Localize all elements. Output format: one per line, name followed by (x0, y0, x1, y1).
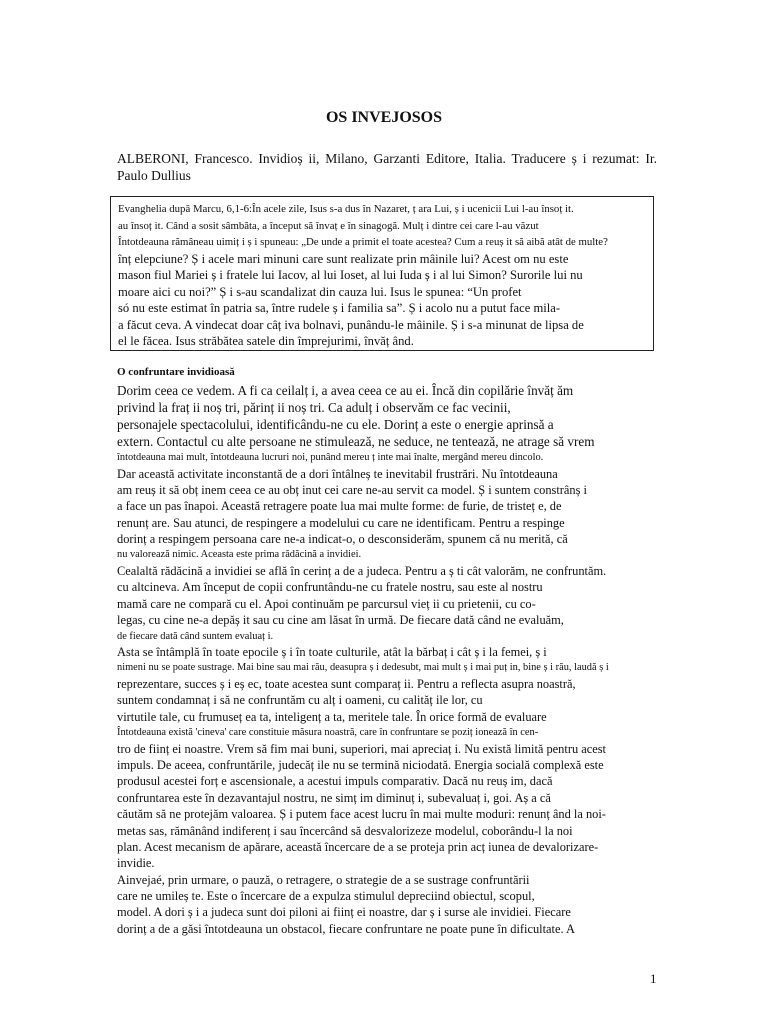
body-line: confruntarea este în dezavantajul nostru, ne simț im diminuț i, subevaluaț i, goi. Aș a că (117, 790, 551, 805)
gospel-quote-box (110, 196, 654, 351)
body-line: tro de ființ ei noastre. Vrem să fim mai buni, superiori, mai apreciaț i. Nu există limită pentru acest (117, 741, 606, 756)
body-line: impuls. De aceea, confruntările, judecăț ile nu se termină niciodată. Energia socială complexă este (117, 757, 604, 772)
body-line: produsul acestei forț e ascensionale, a acestui impuls comparativ. Dacă nu reuș im, dacă (117, 774, 553, 789)
gospel-line: Întotdeauna rămâneau uimiț i ș i spuneau: „De unde a primit el toate acestea? Cum a reuș it să aibă atât de multe? (118, 236, 608, 248)
body-line: dorinț a de a găsi întotdeauna un obstacol, fiecare confruntare ne poate pune în dificultate. A (117, 921, 575, 936)
section-heading: O confruntare invidioasă (117, 366, 235, 378)
body-line: extern. Contactul cu alte persoane ne stimulează, ne seduce, ne tentează, ne atrage să vrem (117, 434, 595, 449)
body-line: căutăm să ne protejăm valoarea. Ș i putem face acest lucru în mai multe moduri: renunț ând la noi- (117, 807, 606, 822)
body-line: întotdeauna mai mult, întotdeauna lucruri noi, punând mereu ț inte mai înalte, mergând mereu dincolo. (117, 452, 544, 463)
body-line: plan. Acest mecanism de apărare, această încercare de a se proteja prin acț iunea de devalorizare- (117, 839, 599, 854)
body-line: de fiecare dată când suntem evaluaț i. (117, 630, 274, 642)
gospel-line: au însoț it. Când a sosit sâmbăta, a început să învaț e în sinagogă. Mulț i dintre cei care l-au văzut (118, 219, 539, 232)
body-line: care ne umileș te. Este o încercare de a expulza stimulul depreciind obiectul, scopul, (117, 889, 535, 904)
gospel-line: a făcut ceva. A vindecat doar câț iva bolnavi, punându-le mâinile. Ș i s-a minunat de lipsa de (118, 317, 584, 332)
body-line: a face un pas înapoi. Această retragere poate lua mai multe forme: de furie, de tristeț e, de (117, 499, 562, 514)
body-line: reprezentare, succes ș i eș ec, toate acestea sunt comparaț ii. Pentru a reflecta asupra noastră, (117, 676, 576, 691)
body-line: am reuș it să obț inem ceea ce au obț inut cei care ne-au servit ca model. Ș i suntem constrânș i (117, 482, 587, 497)
body-line: invidie. (117, 856, 155, 871)
gospel-line: só nu este estimat în patria sa, între rudele ș i familia sa”. Ș i acolo nu a putut face mila- (118, 301, 561, 315)
page-number: 1 (650, 971, 657, 986)
body-line: personajele spectacolului, identificându-ne cu ele. Dorinț a este o energie aprinsă a (117, 417, 554, 432)
body-text (117, 382, 657, 937)
gospel-line: Evanghelia după Marcu, 6,1-6:În acele zile, Isus s-a dus în Nazaret, ț ara Lui, ș i ucenicii Lui l-au însoț it. (118, 203, 574, 215)
body-line: model. A dori ș i a judeca sunt doi piloni ai ființ ei noastre, dar ș i surse ale invidiei. Fiecare (117, 905, 571, 920)
body-line: Dar această activitate inconstantă de a dori întâlneș te inevitabil frustrări. Nu întotdeauna (117, 466, 558, 481)
gospel-line: el le făcea. Isus străbătea satele din împrejurimi, învăț ând. (118, 334, 414, 348)
body-line: Dorim ceea ce vedem. A fi ca ceilalț i, a avea ceea ce au ei. Încă din copilărie învăț ăm (117, 383, 574, 398)
body-line: nu valorează nimic. Aceasta este prima rădăcină a invidiei. (117, 549, 362, 561)
gospel-line: înț elepciune? Ș i acele mari minuni care sunt realizate prin mâinile lui? Acest om nu este (118, 251, 569, 266)
body-line: metas sas, rămânând indiferenț i sau încercând să desvalorizeze modelul, coborându-l la noi (117, 823, 573, 838)
body-line: legas, cu cine ne-a depăș it sau cu cine am lăsat în urmă. De fiecare dată când ne evaluăm, (117, 613, 564, 628)
body-line: nimeni nu se poate sustrage. Mai bine sau mai rău, deasupra ș i dedesubt, mai mult ș i mai puț in, bine ș i rău, laudă ș i (117, 662, 609, 674)
bibliographic-reference: ALBERONI, Francesco. Invidioș ii, Milano, Garzanti Editore, Italia. Traducere ș i rezumat: Ir. Paulo Dullius (117, 151, 657, 183)
gospel-line: moare aici cu noi?” Ș i s-au scandalizat din cauza lui. Isus le spunea: “Un profet (118, 284, 522, 299)
document-title: OS INVEJOSOS (325, 109, 443, 126)
body-line: Întotdeauna există 'cineva' care constituie măsura noastră, care în confruntare se poziț ionează în cen- (117, 727, 539, 739)
body-line: cu altcineva. Am început de copii confruntându-ne cu fratele nostru, sau este al nostru (117, 580, 543, 595)
body-line: dorinț a respingem persoana care ne-a indicat-o, o desconsiderăm, spunem că nu merită, că (117, 532, 568, 547)
body-line: privind la fraț ii noș tri, părinț ii noș tri. Ca adulț i observăm ce fac vecinii, (117, 400, 511, 415)
body-line: Asta se întâmplă în toate epocile ș i în toate culturile, atât la bărbaț i cât ș i la femei, ș i (117, 645, 547, 660)
body-line: Cealaltă rădăcină a invidiei se află în cerinț a de a judeca. Pentru a ș ti cât valorăm, ne confruntăm. (117, 563, 607, 578)
body-line: Ainvejaé, prin urmare, o pauză, o retragere, o strategie de a se sustrage confruntării (117, 872, 530, 887)
body-line: renunț are. Sau atunci, de respingere a modelului cu care ne identificam. Pentru a respinge (117, 515, 565, 530)
body-line: virtutile tale, cu frumuseț ea ta, inteligenț a ta, meritele tale. În orice formă de evaluare (117, 709, 547, 724)
body-line: suntem condamnaț i să ne confruntăm cu alț i oameni, cu calităț ile lor, cu (117, 693, 483, 708)
gospel-line: mason fiul Mariei ș i fratele lui Iacov, al lui Ioset, al lui Iuda ș i al lui Simon? Surorile lui nu (118, 268, 583, 282)
body-line: mamă care ne compară cu el. Apoi continuăm pe parcursul vieț ii cu prietenii, cu co- (117, 596, 536, 611)
